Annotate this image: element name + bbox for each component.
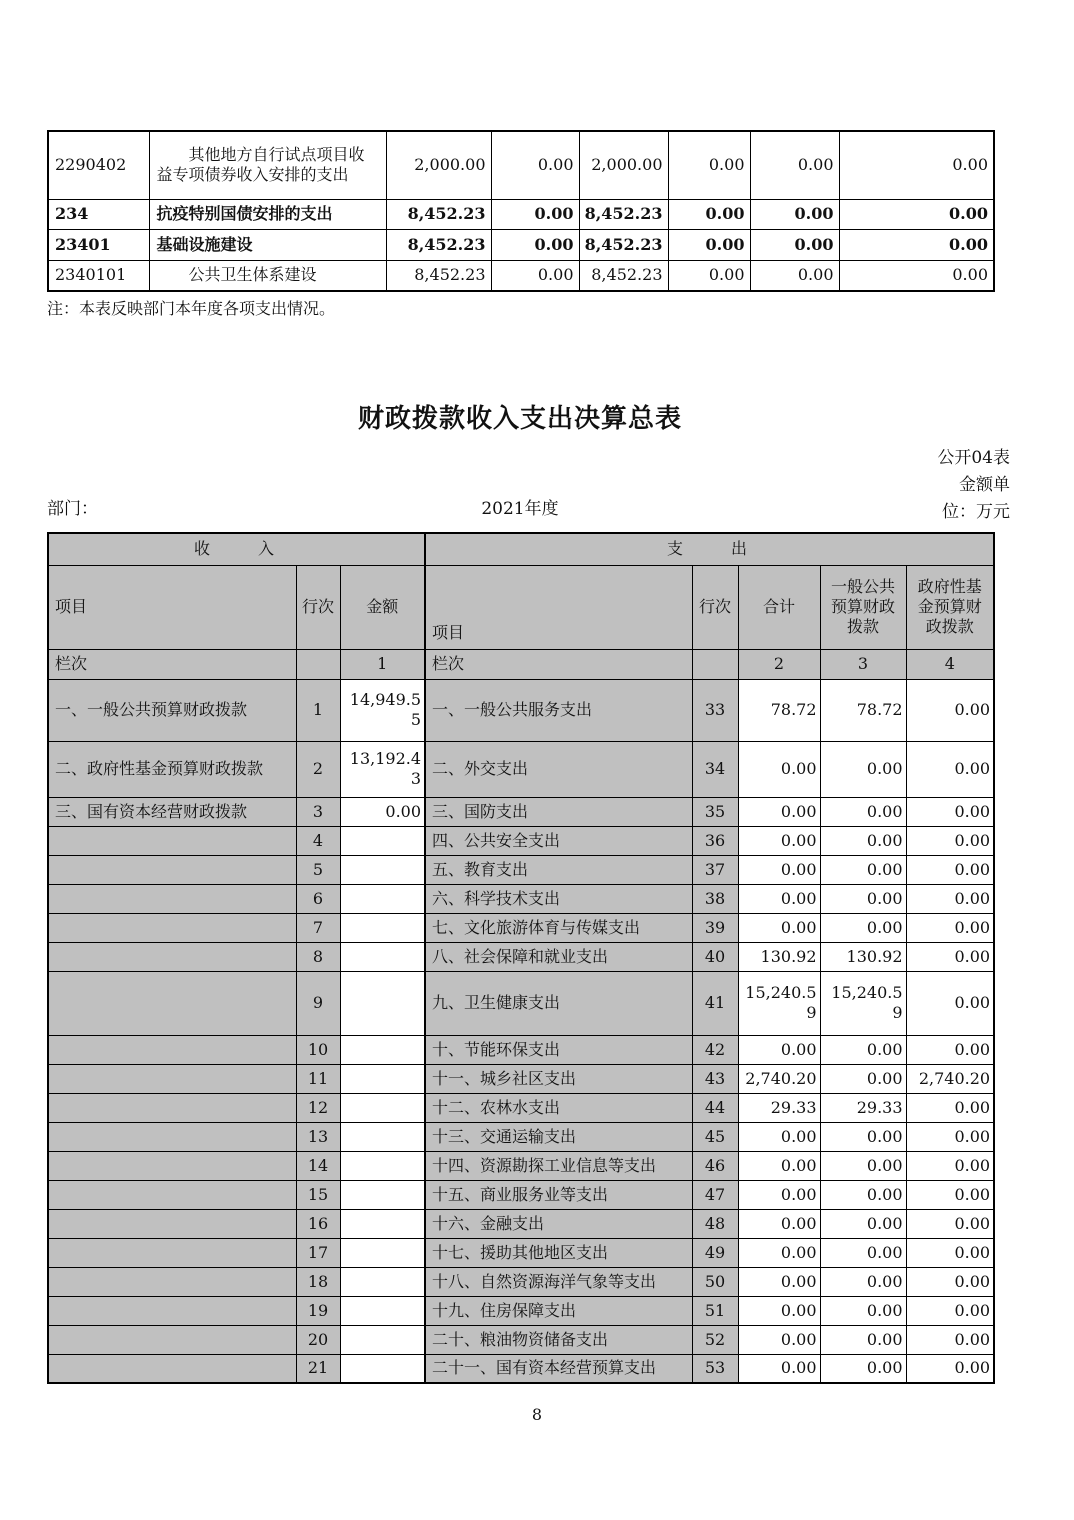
project-expenditure: 8,452.23	[579, 260, 668, 291]
expense-fund-budget: 0.00	[906, 679, 994, 741]
fund-index: 4	[906, 649, 994, 679]
expense-line-no-index	[692, 649, 738, 679]
basic-expenditure: 0.00	[491, 229, 579, 260]
expenditure-continuation-table	[47, 130, 995, 292]
income-line-no: 12	[296, 1093, 340, 1122]
total-amount: 8,452.23	[386, 229, 491, 260]
operating-expenditure: 0.00	[668, 199, 750, 229]
expense-general-budget: 0.00	[820, 1325, 906, 1354]
expense-fund-budget: 0.00	[906, 971, 994, 1035]
expense-line-no: 36	[692, 826, 738, 855]
expense-total-header: 合计	[738, 565, 820, 649]
function-name: 抗疫特别国债安排的支出	[149, 199, 386, 229]
summary-row	[48, 1122, 994, 1151]
expense-total: 0.00	[738, 1238, 820, 1267]
income-amount: 14,949.55	[340, 679, 425, 741]
summary-row	[48, 884, 994, 913]
income-item	[48, 971, 296, 1035]
expense-item: 一、一般公共服务支出	[425, 679, 692, 741]
expense-item: 十七、援助其他地区支出	[425, 1238, 692, 1267]
expense-general-budget: 0.00	[820, 1122, 906, 1151]
expense-item: 十四、资源勘探工业信息等支出	[425, 1151, 692, 1180]
income-item: 一、一般公共预算财政拨款	[48, 679, 296, 741]
operating-expenditure: 0.00	[668, 260, 750, 291]
income-item	[48, 1093, 296, 1122]
summary-row	[48, 913, 994, 942]
income-item	[48, 913, 296, 942]
expense-line-no: 45	[692, 1122, 738, 1151]
expense-line-no: 43	[692, 1064, 738, 1093]
expense-total: 0.00	[738, 1035, 820, 1064]
expense-item: 十三、交通运输支出	[425, 1122, 692, 1151]
column-index-row	[48, 649, 994, 679]
income-line-no: 4	[296, 826, 340, 855]
expense-line-no: 39	[692, 913, 738, 942]
expense-general-budget: 0.00	[820, 1354, 906, 1383]
income-line-no: 21	[296, 1354, 340, 1383]
income-amount	[340, 1151, 425, 1180]
income-line-no: 7	[296, 913, 340, 942]
expense-line-no: 35	[692, 797, 738, 826]
income-amount	[340, 1267, 425, 1296]
expense-total: 0.00	[738, 1122, 820, 1151]
fund-budget-header: 政府性基金预算财政拨款	[906, 565, 994, 649]
expense-item: 五、教育支出	[425, 855, 692, 884]
expense-general-budget: 78.72	[820, 679, 906, 741]
expense-line-no: 33	[692, 679, 738, 741]
expense-fund-budget: 0.00	[906, 1354, 994, 1383]
income-item	[48, 1180, 296, 1209]
transfer-to-subordinate: 0.00	[750, 131, 839, 199]
expense-line-no: 38	[692, 884, 738, 913]
expense-fund-budget: 0.00	[906, 1267, 994, 1296]
expenditure-row	[48, 131, 994, 199]
income-line-no: 9	[296, 971, 340, 1035]
income-line-no: 10	[296, 1035, 340, 1064]
project-expenditure: 8,452.23	[579, 199, 668, 229]
income-amount	[340, 1064, 425, 1093]
expense-total: 0.00	[738, 913, 820, 942]
income-item: 三、国有资本经营财政拨款	[48, 797, 296, 826]
expense-general-budget: 0.00	[820, 1296, 906, 1325]
income-line-no: 1	[296, 679, 340, 741]
income-line-no: 8	[296, 942, 340, 971]
expense-line-no: 53	[692, 1354, 738, 1383]
expense-total: 0.00	[738, 1267, 820, 1296]
expense-fund-budget: 0.00	[906, 1296, 994, 1325]
expense-total: 0.00	[738, 884, 820, 913]
income-line-no: 14	[296, 1151, 340, 1180]
income-amount	[340, 971, 425, 1035]
summary-row	[48, 971, 994, 1035]
income-item	[48, 1035, 296, 1064]
income-amount	[340, 884, 425, 913]
expense-total: 0.00	[738, 1296, 820, 1325]
income-item	[48, 1209, 296, 1238]
expense-line-no-header: 行次	[692, 565, 738, 649]
summary-row	[48, 1151, 994, 1180]
expense-general-budget: 0.00	[820, 1267, 906, 1296]
summary-row	[48, 942, 994, 971]
income-section-header: 收入	[48, 533, 425, 565]
expense-item: 三、国防支出	[425, 797, 692, 826]
expense-general-budget: 0.00	[820, 1238, 906, 1267]
income-line-no: 19	[296, 1296, 340, 1325]
expense-general-budget: 0.00	[820, 797, 906, 826]
project-expenditure: 8,452.23	[579, 229, 668, 260]
income-item	[48, 826, 296, 855]
basic-expenditure: 0.00	[491, 131, 579, 199]
expense-total: 130.92	[738, 942, 820, 971]
expense-fund-budget: 0.00	[906, 1209, 994, 1238]
expense-total: 0.00	[738, 1354, 820, 1383]
total-index: 2	[738, 649, 820, 679]
expense-fund-budget: 0.00	[906, 1325, 994, 1354]
income-item	[48, 1151, 296, 1180]
expense-fund-budget: 0.00	[906, 797, 994, 826]
summary-row	[48, 1209, 994, 1238]
transfer-to-subordinate: 0.00	[750, 199, 839, 229]
table-code: 公开04表	[937, 448, 1010, 468]
income-item	[48, 1267, 296, 1296]
income-amount	[340, 913, 425, 942]
expense-item: 十、节能环保支出	[425, 1035, 692, 1064]
function-name: 基础设施建设	[149, 229, 386, 260]
expense-fund-budget: 0.00	[906, 1151, 994, 1180]
income-line-no-index	[296, 649, 340, 679]
transfer-to-subordinate: 0.00	[750, 229, 839, 260]
total-amount: 2,000.00	[386, 131, 491, 199]
income-item	[48, 942, 296, 971]
summary-row	[48, 1354, 994, 1383]
summary-row	[48, 1238, 994, 1267]
income-item	[48, 1238, 296, 1267]
expense-total: 15,240.59	[738, 971, 820, 1035]
expense-total: 0.00	[738, 1209, 820, 1238]
expenditure-row	[48, 260, 994, 291]
expense-general-budget: 130.92	[820, 942, 906, 971]
offset-amount: 0.00	[839, 131, 994, 199]
income-amount	[340, 1354, 425, 1383]
summary-row	[48, 741, 994, 797]
income-item	[48, 1325, 296, 1354]
expense-total: 2,740.20	[738, 1064, 820, 1093]
fiscal-year: 2021年度	[481, 499, 559, 519]
expense-item-header: 项目	[425, 565, 692, 649]
expense-line-no: 46	[692, 1151, 738, 1180]
expenditure-row	[48, 199, 994, 229]
expense-total: 0.00	[738, 741, 820, 797]
function-code: 2290402	[48, 131, 149, 199]
offset-amount: 0.00	[839, 199, 994, 229]
expense-line-no: 51	[692, 1296, 738, 1325]
expense-item: 十九、住房保障支出	[425, 1296, 692, 1325]
expense-fund-budget: 0.00	[906, 855, 994, 884]
expense-fund-budget: 0.00	[906, 1035, 994, 1064]
income-amount	[340, 1122, 425, 1151]
expense-general-budget: 0.00	[820, 1180, 906, 1209]
income-amount	[340, 1209, 425, 1238]
expense-item: 十二、农林水支出	[425, 1093, 692, 1122]
summary-row	[48, 1267, 994, 1296]
income-amount	[340, 1180, 425, 1209]
income-line-no: 3	[296, 797, 340, 826]
summary-row	[48, 1296, 994, 1325]
summary-row	[48, 826, 994, 855]
summary-row	[48, 1325, 994, 1354]
income-line-no: 11	[296, 1064, 340, 1093]
income-line-no: 2	[296, 741, 340, 797]
expense-general-budget: 15,240.59	[820, 971, 906, 1035]
section-header-row	[48, 533, 994, 565]
summary-row	[48, 1035, 994, 1064]
expense-line-no: 48	[692, 1209, 738, 1238]
expense-line-no: 42	[692, 1035, 738, 1064]
expense-general-budget: 0.00	[820, 884, 906, 913]
expense-total: 0.00	[738, 797, 820, 826]
column-header-row	[48, 565, 994, 649]
total-amount: 8,452.23	[386, 199, 491, 229]
expense-total: 0.00	[738, 1180, 820, 1209]
expense-fund-budget: 0.00	[906, 741, 994, 797]
income-index-label: 栏次	[48, 649, 296, 679]
income-line-no-header: 行次	[296, 565, 340, 649]
summary-row	[48, 855, 994, 884]
expense-general-budget: 0.00	[820, 741, 906, 797]
expense-total: 0.00	[738, 1151, 820, 1180]
income-item: 二、政府性基金预算财政拨款	[48, 741, 296, 797]
expense-fund-budget: 0.00	[906, 1180, 994, 1209]
expense-line-no: 40	[692, 942, 738, 971]
expense-fund-budget: 0.00	[906, 1093, 994, 1122]
general-budget-header: 一般公共预算财政拨款	[820, 565, 906, 649]
income-line-no: 6	[296, 884, 340, 913]
expense-section-header: 支出	[425, 533, 994, 565]
fiscal-appropriation-summary-table	[47, 532, 995, 1384]
expense-fund-budget: 0.00	[906, 913, 994, 942]
income-amount	[340, 1035, 425, 1064]
expense-item: 七、文化旅游体育与传媒支出	[425, 913, 692, 942]
expense-fund-budget: 2,740.20	[906, 1064, 994, 1093]
expense-item: 八、社会保障和就业支出	[425, 942, 692, 971]
expense-line-no: 41	[692, 971, 738, 1035]
function-name: 公共卫生体系建设	[149, 260, 386, 291]
income-amount	[340, 1325, 425, 1354]
income-amount	[340, 1296, 425, 1325]
expense-item: 四、公共安全支出	[425, 826, 692, 855]
function-code: 23401	[48, 229, 149, 260]
expense-general-budget: 0.00	[820, 826, 906, 855]
expense-item: 二、外交支出	[425, 741, 692, 797]
expense-total: 29.33	[738, 1093, 820, 1122]
page-number: 8	[531, 1405, 543, 1424]
summary-row	[48, 1064, 994, 1093]
expense-general-budget: 0.00	[820, 1151, 906, 1180]
expense-fund-budget: 0.00	[906, 884, 994, 913]
income-line-no: 13	[296, 1122, 340, 1151]
expense-total: 0.00	[738, 855, 820, 884]
expense-fund-budget: 0.00	[906, 1122, 994, 1151]
income-amount: 0.00	[340, 797, 425, 826]
expense-line-no: 52	[692, 1325, 738, 1354]
expense-general-budget: 29.33	[820, 1093, 906, 1122]
income-amount	[340, 826, 425, 855]
general-index: 3	[820, 649, 906, 679]
income-amount: 13,192.43	[340, 741, 425, 797]
income-item	[48, 1296, 296, 1325]
summary-row	[48, 797, 994, 826]
income-amount	[340, 942, 425, 971]
offset-amount: 0.00	[839, 260, 994, 291]
income-item	[48, 1354, 296, 1383]
income-line-no: 16	[296, 1209, 340, 1238]
income-amount-index: 1	[340, 649, 425, 679]
expense-line-no: 34	[692, 741, 738, 797]
expense-line-no: 49	[692, 1238, 738, 1267]
expense-total: 0.00	[738, 826, 820, 855]
expense-general-budget: 0.00	[820, 913, 906, 942]
expense-index-label: 栏次	[425, 649, 692, 679]
expense-general-budget: 0.00	[820, 1035, 906, 1064]
amount-unit: 金额单位：万元	[942, 475, 1010, 522]
table-note: 注：本表反映部门本年度各项支出情况。	[47, 299, 336, 318]
expense-line-no: 50	[692, 1267, 738, 1296]
basic-expenditure: 0.00	[491, 199, 579, 229]
expense-line-no: 44	[692, 1093, 738, 1122]
summary-row	[48, 1180, 994, 1209]
expense-fund-budget: 0.00	[906, 942, 994, 971]
expense-item: 二十、粮油物资储备支出	[425, 1325, 692, 1354]
income-item	[48, 855, 296, 884]
total-amount: 8,452.23	[386, 260, 491, 291]
function-name: 其他地方自行试点项目收益专项债券收入安排的支出	[149, 131, 386, 199]
transfer-to-subordinate: 0.00	[750, 260, 839, 291]
expense-item: 六、科学技术支出	[425, 884, 692, 913]
income-amount-header: 金额	[340, 565, 425, 649]
expense-fund-budget: 0.00	[906, 826, 994, 855]
expense-general-budget: 0.00	[820, 1209, 906, 1238]
income-amount	[340, 1238, 425, 1267]
expense-general-budget: 0.00	[820, 855, 906, 884]
expense-item: 十一、城乡社区支出	[425, 1064, 692, 1093]
expense-item: 九、卫生健康支出	[425, 971, 692, 1035]
department-label: 部门：	[47, 499, 98, 519]
offset-amount: 0.00	[839, 229, 994, 260]
report-title: 财政拨款收入支出决算总表	[357, 404, 682, 434]
income-line-no: 15	[296, 1180, 340, 1209]
income-item	[48, 1064, 296, 1093]
income-item	[48, 884, 296, 913]
income-item-header: 项目	[48, 565, 296, 649]
income-item	[48, 1122, 296, 1151]
expense-item: 十五、商业服务业等支出	[425, 1180, 692, 1209]
income-line-no: 18	[296, 1267, 340, 1296]
income-amount	[340, 1093, 425, 1122]
expense-total: 0.00	[738, 1325, 820, 1354]
expense-item: 二十一、国有资本经营预算支出	[425, 1354, 692, 1383]
expenditure-row	[48, 229, 994, 260]
expense-item: 十六、金融支出	[425, 1209, 692, 1238]
summary-row	[48, 1093, 994, 1122]
project-expenditure: 2,000.00	[579, 131, 668, 199]
expense-line-no: 37	[692, 855, 738, 884]
income-line-no: 20	[296, 1325, 340, 1354]
expense-total: 78.72	[738, 679, 820, 741]
expense-general-budget: 0.00	[820, 1064, 906, 1093]
function-code: 234	[48, 199, 149, 229]
expense-item: 十八、自然资源海洋气象等支出	[425, 1267, 692, 1296]
expense-line-no: 47	[692, 1180, 738, 1209]
operating-expenditure: 0.00	[668, 131, 750, 199]
basic-expenditure: 0.00	[491, 260, 579, 291]
income-amount	[340, 855, 425, 884]
operating-expenditure: 0.00	[668, 229, 750, 260]
function-code: 2340101	[48, 260, 149, 291]
income-line-no: 5	[296, 855, 340, 884]
summary-row	[48, 679, 994, 741]
income-line-no: 17	[296, 1238, 340, 1267]
expense-fund-budget: 0.00	[906, 1238, 994, 1267]
